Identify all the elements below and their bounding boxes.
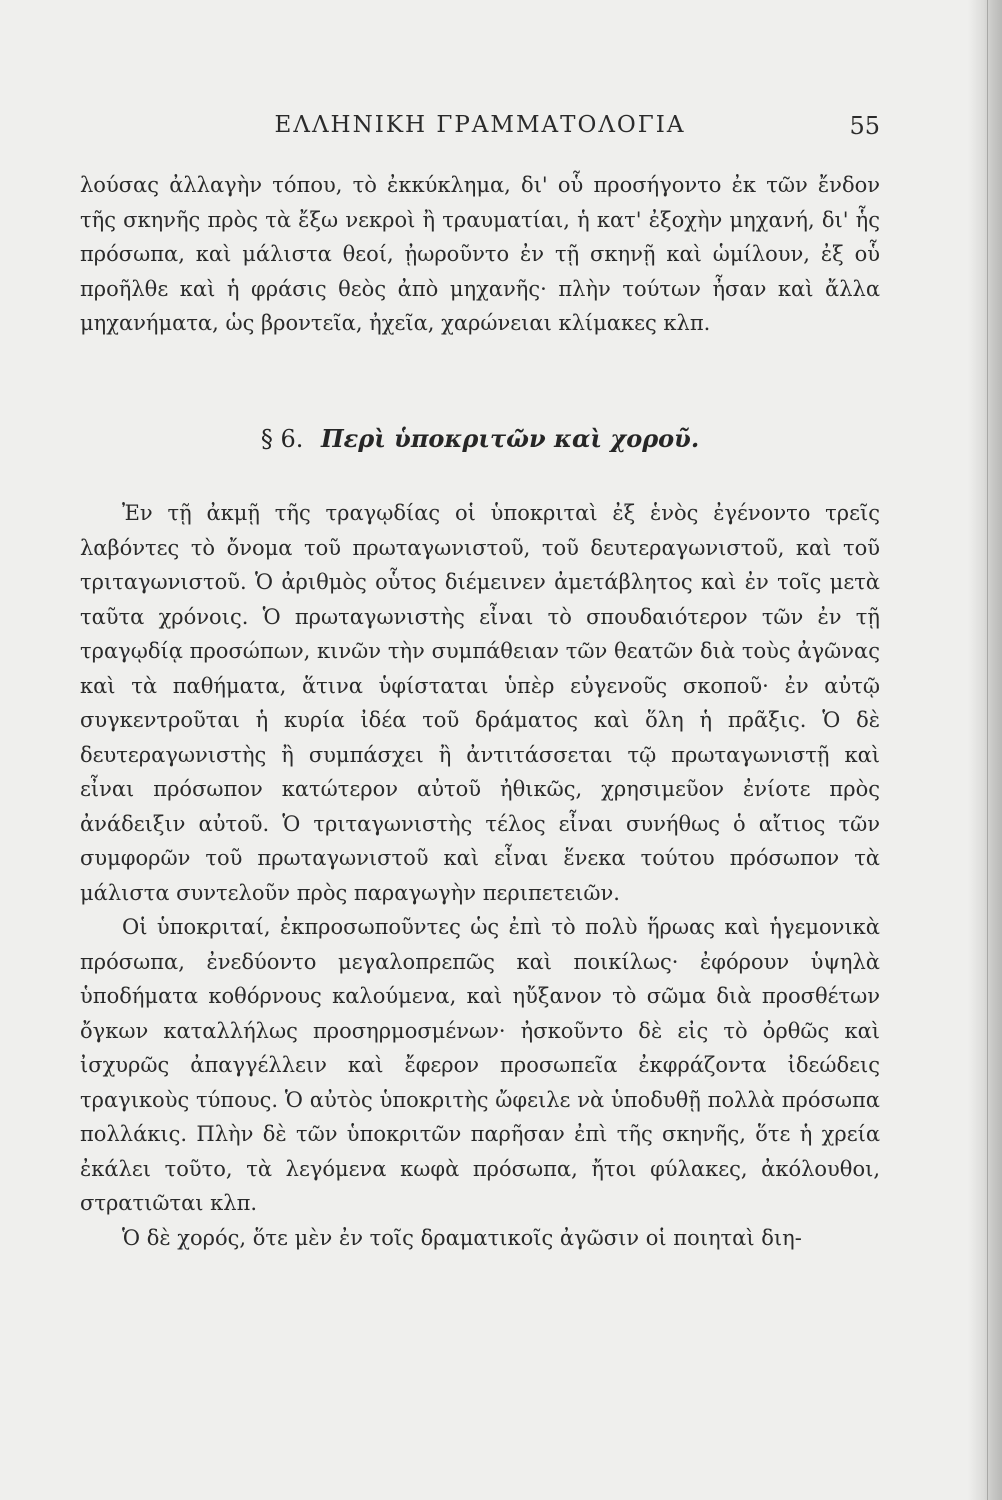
page-header	[80, 112, 880, 152]
paragraph: Ἐν τῇ ἀκμῇ τῆς τραγῳδίας οἱ ὑποκριταὶ ἐξ ἑνὸς ἐγένοντο τρεῖς λαβόντες τὸ ὄνομα τοῦ πρωταγωνιστοῦ, τοῦ δευτεραγωνιστοῦ, καὶ τοῦ τριταγωνιστοῦ. Ὁ ἀριθμὸς οὗτος διέμεινεν ἀμετάβλητος καὶ ἐν τοῖς μετὰ ταῦτα χρόνοις. Ὁ πρωταγωνιστὴς εἶναι τὸ σπουδαιότερον τῶν ἐν τῇ τραγῳδίᾳ προσώπων, κινῶν τὴν συμπάθειαν τῶν θεατῶν διὰ τοὺς ἀγῶνας καὶ τὰ παθήματα, ἅτινα ὑφίσταται ὑπὲρ εὐγενοῦς σκοποῦ· ἐν αὐτῷ συγκεντροῦται ἡ κυρία ἰδέα τοῦ δράματος καὶ ὅλη ἡ πρᾶξις. Ὁ δὲ δευτεραγωνιστὴς ἢ συμπάσχει ἢ ἀντιτάσσεται τῷ πρωταγωνιστῇ καὶ εἶναι πρόσωπον κατώτερον αὐτοῦ ἠθικῶς, χρησιμεῦον ἐνίοτε πρὸς ἀνάδειξιν αὐτοῦ. Ὁ τριταγωνιστὴς τέλος εἶναι συνήθως ὁ αἴτιος τῶν συμφορῶν τοῦ πρωταγωνιστοῦ καὶ εἶναι ἕνεκα τούτου πρόσωπον τὰ μάλιστα συντελοῦν πρὸς παραγωγὴν περιπετειῶν.	[80, 501, 880, 905]
continuation-text	[80, 168, 880, 341]
paragraph: Οἱ ὑποκριταί, ἐκπροσωποῦντες ὡς ἐπὶ τὸ πολὺ ἥρωας καὶ ἡγεμονικὰ πρόσωπα, ἐνεδύοντο μεγαλοπρεπῶς καὶ ποικίλως· ἐφόρουν ὑψηλὰ ὑποδήματα κοθόρνους καλούμενα, καὶ ηὔξανον τὸ σῶμα διὰ προσθέτων ὄγκων καταλλήλως προσηρμοσμένων· ἠσκοῦντο δὲ εἰς τὸ ὀρθῶς καὶ ἰσχυρῶς ἀπαγγέλλειν καὶ ἔφερον προσωπεῖα ἐκφράζοντα ἰδεώδεις τραγικοὺς τύπους. Ὁ αὐτὸς ὑποκριτὴς ὤφειλε νὰ ὑποδυθῇ πολλὰ πρόσωπα πολλάκις. Πλὴν δὲ τῶν ὑποκριτῶν παρῆσαν ἐπὶ τῆς σκηνῆς, ὅτε ἡ χρεία ἐκάλει τοῦτο, τὰ λεγόμενα κωφὰ πρόσωπα, ἤτοι φύλακες, ἀκόλουθοι, στρατιῶται κλπ.	[80, 915, 880, 1215]
running-title: ΕΛΛΗΝΙΚΗ ΓΡΑΜΜΑΤΟΛΟΓΙΑ	[274, 112, 686, 138]
paragraph: Ὁ δὲ χορός, ὅτε μὲν ἐν τοῖς δραματικοῖς ἀγῶσιν οἱ ποιηταὶ διη-	[122, 1225, 802, 1250]
page-number: 55	[849, 112, 880, 140]
section-title: Περὶ ὑποκριτῶν καὶ χοροῦ.	[320, 424, 700, 453]
section-body	[80, 496, 880, 1255]
page-edge-shadow	[968, 0, 1002, 1500]
section-number: § 6.	[260, 425, 304, 453]
paragraph: λούσας ἀλλαγὴν τόπου, τὸ ἐκκύκλημα, δι' οὗ προσήγοντο ἐκ τῶν ἔνδον τῆς σκηνῆς πρὸς τὰ ἔξω νεκροὶ ἢ τραυματίαι, ἡ κατ' ἐξοχὴν μηχανή, δι' ἧς πρόσωπα, καὶ μάλιστα θεοί, ᾐωροῦντο ἐν τῇ σκηνῇ καὶ ὡμίλουν, ἐξ οὗ προῆλθε καὶ ἡ φράσις θεὸς ἀπὸ μηχανῆς· πλὴν τούτων ἦσαν καὶ ἄλλα μηχανήματα, ὡς βροντεῖα, ἠχεῖα, χαρώνειαι κλίμακες κλπ.	[80, 173, 880, 335]
section-heading	[80, 424, 880, 453]
page-edge-line	[987, 0, 988, 1500]
